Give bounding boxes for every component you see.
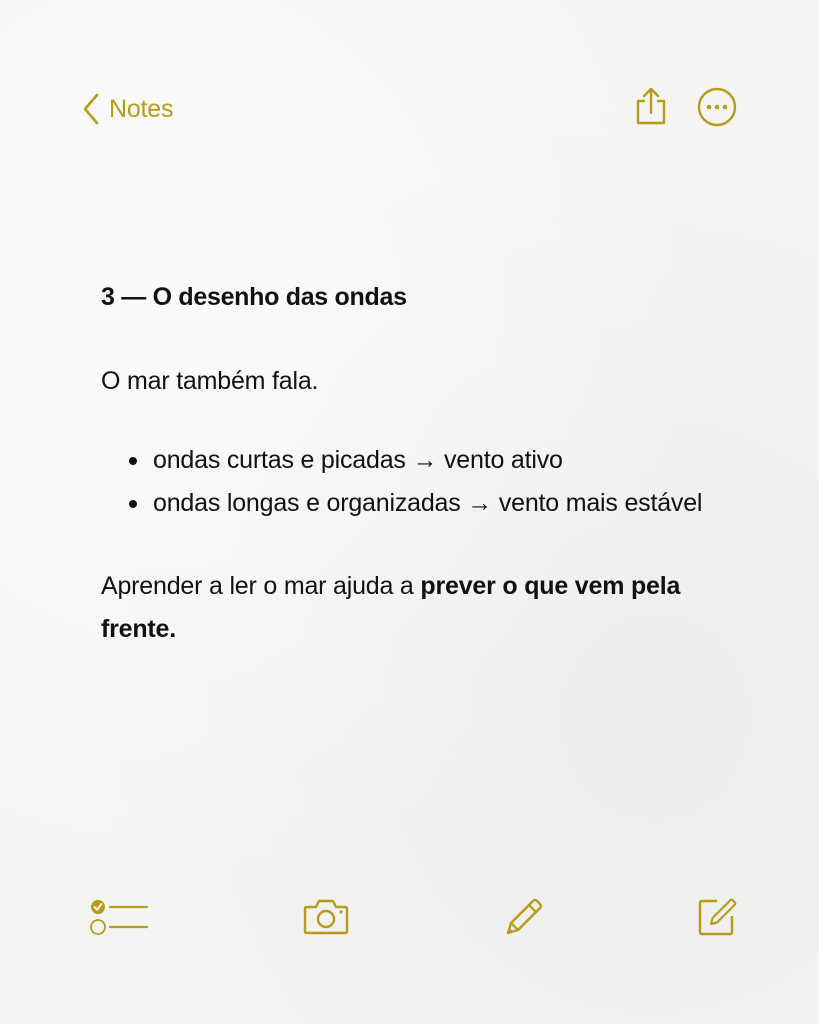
bullet-icon [129, 500, 137, 508]
back-label: Notes [109, 94, 174, 123]
chevron-left-icon [82, 93, 100, 125]
paragraph-bold-text: prever o que vem pela frente. [101, 572, 681, 643]
note-heading: 3 — O desenho das ondas [101, 283, 407, 311]
share-icon[interactable] [634, 86, 668, 126]
note-paragraph [101, 565, 701, 651]
checklist-icon[interactable] [88, 896, 150, 938]
paragraph-regular-text: Aprender a ler o mar ajuda a [101, 572, 421, 600]
bullet-icon [129, 457, 137, 465]
back-button[interactable] [82, 90, 173, 128]
bullet-list [101, 439, 713, 525]
camera-icon[interactable] [303, 896, 349, 936]
list-item-text: ondas curtas e picadas → vento ativo [153, 446, 563, 474]
list-item [153, 439, 713, 482]
list-item-text: ondas longas e organizadas → vento mais estável [153, 489, 703, 517]
ellipsis-circle-icon[interactable] [696, 86, 738, 128]
pencil-icon[interactable] [505, 896, 545, 936]
note-paragraph: O mar também fala. [101, 367, 319, 395]
compose-icon[interactable] [697, 895, 737, 937]
list-item [153, 482, 713, 525]
note-content[interactable] [101, 276, 741, 651]
